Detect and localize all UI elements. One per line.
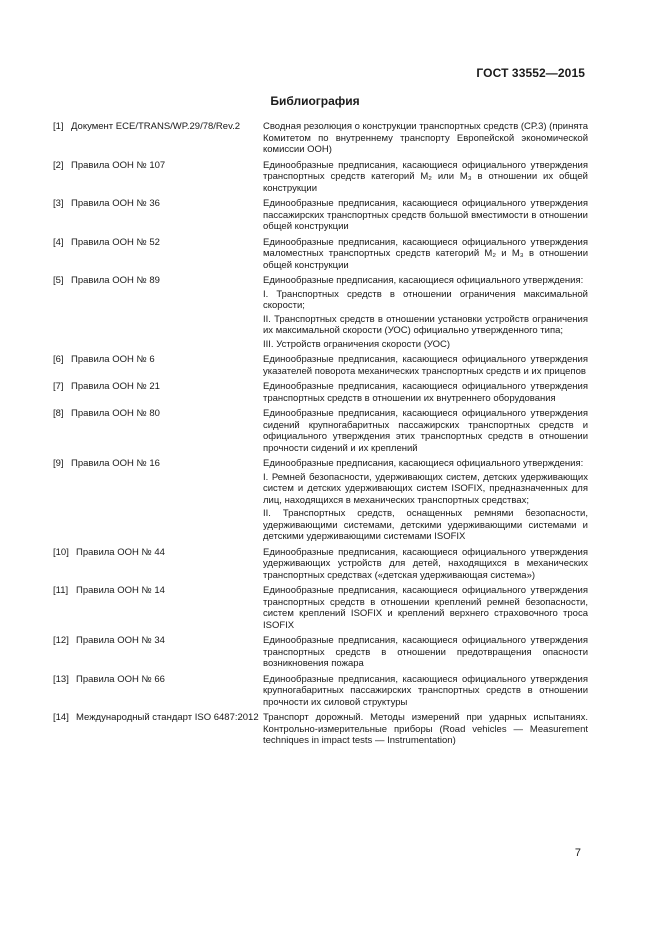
entry-reference <box>53 408 263 454</box>
entry-number: [1] <box>53 121 64 132</box>
entry-paragraph: Единообразные предписания, касающиеся официального утверждения удерживающих устройств для детей, находящихся в механических транспортных средствах («детская удерживающая система») <box>263 546 588 581</box>
bibliography-entry <box>53 237 588 272</box>
entry-source: Международный стандарт ISO 6487:2012 <box>76 712 259 723</box>
entry-description <box>263 547 588 582</box>
entry-source: Правила ООН № 34 <box>76 635 165 646</box>
entry-paragraph: III. Устройств ограничения скорости (УОС) <box>263 338 451 350</box>
entry-description <box>263 712 588 747</box>
entry-description <box>263 458 588 543</box>
entry-paragraph: Единообразные предписания, касающиеся официального утверждения пассажирских транспортных средств большой вместимости в отношении общей конструкции <box>263 198 588 232</box>
entry-paragraph: Единообразные предписания, касающиеся официального утверждения сидений крупногабаритных пассажирских транспортных средств и официального утверждения этих транспортных средств в отношении прочности сидений и их креплений <box>263 408 588 454</box>
entry-number: [10] <box>53 546 69 558</box>
entry-paragraph: Единообразные предписания, касающиеся официального утверждения транспортных средств в отношении креплений ремней безопасности, систем креплений ISOFIX и креплений верхнего страховочного троса ISOFIX <box>263 585 588 631</box>
bibliography-entry <box>53 674 588 709</box>
entry-paragraph: Единообразные предписания, касающиеся официального утверждения: <box>263 458 584 469</box>
bibliography-list <box>53 121 588 751</box>
entry-source: Правила ООН № 14 <box>76 585 165 596</box>
entry-paragraph: Единообразные предписания, касающиеся официального утверждения: <box>263 275 584 286</box>
entry-number: [9] <box>53 458 64 469</box>
entry-number: [11] <box>53 585 69 596</box>
page-title: Библиография <box>270 94 360 108</box>
entry-description <box>263 674 588 709</box>
entry-number: [6] <box>53 354 64 365</box>
entry-number: [3] <box>53 198 64 209</box>
bibliography-entry <box>53 547 588 582</box>
page-number: 7 <box>574 847 581 859</box>
bibliography-entry <box>53 160 588 195</box>
entry-paragraph: I. Ремней безопасности, удерживающих систем, детских удерживающих систем и детских удерживающих систем ISOFIX, предназначенных для лиц, находящихся в механических транспортных средствах; <box>263 471 588 506</box>
entry-reference <box>53 635 263 670</box>
entry-reference <box>53 674 263 709</box>
bibliography-entry <box>53 458 588 543</box>
bibliography-entry <box>53 585 588 631</box>
entry-paragraph: Единообразные предписания, касающиеся официального утверждения маломестных транспортных средств категорий M₂ и M₃ в отношении общей конструкции <box>263 236 588 271</box>
entry-reference <box>53 198 263 233</box>
entry-reference <box>53 121 263 156</box>
entry-number: [14] <box>53 712 69 723</box>
entry-description <box>263 121 588 156</box>
entry-source: Правила ООН № 66 <box>76 673 165 685</box>
entry-reference <box>53 354 263 377</box>
entry-number: [8] <box>53 408 64 419</box>
entry-description <box>263 635 588 670</box>
entry-source: Правила ООН № 52 <box>71 236 160 248</box>
entry-number: [2] <box>53 159 64 171</box>
entry-reference <box>53 381 263 404</box>
entry-reference <box>53 458 263 543</box>
bibliography-entry <box>53 354 588 377</box>
entry-reference <box>53 275 263 350</box>
entry-paragraph: Единообразные предписания, касающиеся официального утверждения транспортных средств в отношении их внутреннего оборудования <box>263 381 588 404</box>
entry-paragraph: Единообразные предписания, касающиеся официального утверждения крупногабаритных пассажирских транспортных средств в отношении прочности их силовой структуры <box>263 673 588 708</box>
entry-source: Правила ООН № 21 <box>71 381 160 392</box>
entry-reference <box>53 547 263 582</box>
entry-paragraph: I. Транспортных средств в отношении ограничения максимальной скорости; <box>263 288 588 311</box>
entry-reference <box>53 160 263 195</box>
bibliography-entry <box>53 198 588 233</box>
entry-source: Правила ООН № 107 <box>71 159 166 171</box>
entry-paragraph: II. Транспортных средств в отношении установки устройств ограничения их максимальной скорости (УОС) официально утвержденного типа; <box>263 313 588 336</box>
entry-paragraph: Сводная резолюция о конструкции транспортных средств (СР.3) (принята Комитетом по внутреннему транспорту Европейской экономической комиссии ООН) <box>263 121 588 155</box>
bibliography-entry <box>53 275 588 350</box>
entry-description <box>263 585 588 631</box>
entry-number: [7] <box>53 381 64 392</box>
entry-description <box>263 160 588 195</box>
entry-paragraph: II. Транспортных средств, оснащенных ремнями безопасности, удерживающими системами, детскими удерживающими системами и детскими удерживающими системами ISOFIX <box>263 508 588 542</box>
entry-paragraph: Единообразные предписания, касающиеся официального утверждения транспортных средств в отношении предотвращения опасности возникновения пожара <box>263 635 588 669</box>
entry-number: [12] <box>53 635 69 646</box>
entry-paragraph: Единообразные предписания, касающиеся официального утверждения транспортных средств категорий M₂ или M₃ в отношении их общей конструкции <box>263 159 588 194</box>
bibliography-entry <box>53 121 588 156</box>
entry-description <box>263 237 588 272</box>
entry-reference <box>53 237 263 272</box>
entry-description <box>263 408 588 454</box>
document-header-code: ГОСТ 33552—2015 <box>476 66 585 80</box>
entry-source: Правила ООН № 80 <box>71 408 160 419</box>
entry-source: Правила ООН № 36 <box>71 198 160 209</box>
entry-description <box>263 381 588 404</box>
entry-number: [5] <box>53 275 64 286</box>
entry-source: Правила ООН № 6 <box>71 354 155 365</box>
entry-source: Правила ООН № 44 <box>76 546 165 558</box>
entry-paragraph: Единообразные предписания, касающиеся официального утверждения указателей поворота механических транспортных средств и их прицепов <box>263 354 588 377</box>
bibliography-entry <box>53 635 588 670</box>
entry-source: Документ ECE/TRANS/WP.29/78/Rev.2 <box>71 121 241 132</box>
entry-description <box>263 198 588 233</box>
entry-description <box>263 354 588 377</box>
entry-paragraph: Транспорт дорожный. Методы измерений при ударных испытаниях. Контрольно-измерительные приборы (Road vehicles — Measurement techniques in impact tests — Instrumentation) <box>263 712 588 746</box>
bibliography-entry <box>53 381 588 404</box>
bibliography-entry <box>53 712 588 747</box>
entry-source: Правила ООН № 89 <box>71 275 160 286</box>
entry-source: Правила ООН № 16 <box>71 458 160 469</box>
bibliography-entry <box>53 408 588 454</box>
entry-number: [13] <box>53 673 69 685</box>
entry-description <box>263 275 588 350</box>
entry-number: [4] <box>53 236 64 248</box>
entry-reference <box>53 585 263 631</box>
entry-reference <box>53 712 263 747</box>
